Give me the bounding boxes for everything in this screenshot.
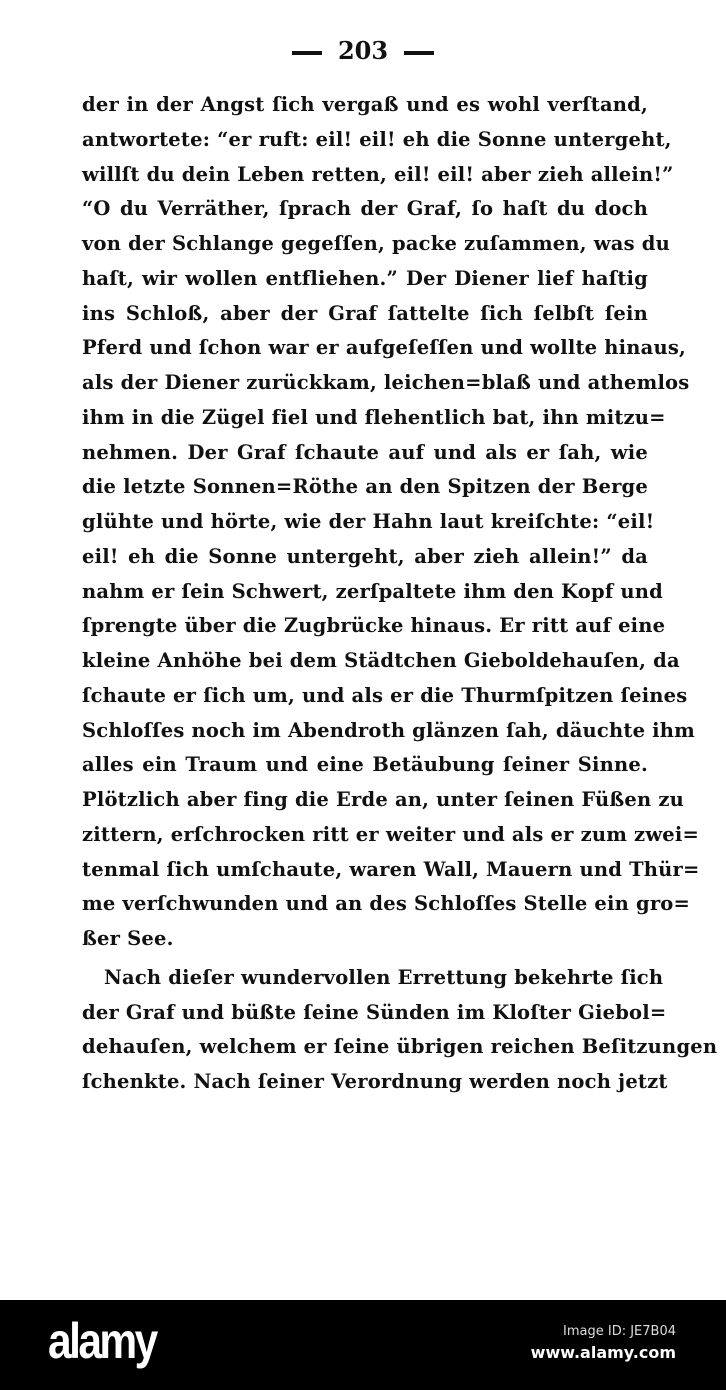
text-line: haſt, wir wollen entfliehen.” Der Diener lief haſtig bbox=[82, 266, 648, 290]
paragraph-1 bbox=[82, 88, 700, 957]
watermark-url: www.alamy.com bbox=[530, 1343, 676, 1362]
text-line: Nach dieſer wundervollen Errettung bekehrte ſich bbox=[104, 965, 664, 989]
text-line: die letzte Sonnen=Röthe an den Spitzen der Berge bbox=[82, 475, 648, 499]
text-line: ihm in die Zügel fiel und flehentlich bat, ihn mitzu= bbox=[82, 405, 666, 429]
text-line: eil! eh die Sonne untergeht, aber zieh allein!” da bbox=[82, 544, 648, 568]
text-line: antwortete: “er ruft: eil! eil! eh die Sonne untergeht, bbox=[82, 127, 672, 151]
text-line: der Graf und büßte ſeine Sünden im Kloſter Giebol= bbox=[82, 1000, 667, 1024]
text-line: der in der Angst ſich vergaß und es wohl verſtand, bbox=[82, 93, 648, 116]
image-id: Image ID: JE7B04 bbox=[563, 1324, 676, 1339]
text-line: ſprengte über die Zugbrücke hinaus. Er ritt auf eine bbox=[82, 614, 666, 638]
text-line: dehauſen, welchem er ſeine übrigen reichen Beſitzungen bbox=[82, 1035, 718, 1059]
text-line: zittern, erſchrocken ritt er weiter und als er zum zwei= bbox=[82, 822, 700, 846]
text-line: ſchenkte. Nach ſeiner Verordnung werden noch jetzt bbox=[82, 1070, 668, 1093]
header-dash-left bbox=[292, 51, 322, 55]
text-line: willſt du dein Leben retten, eil! eil! aber zieh allein!” bbox=[82, 162, 674, 186]
paragraph-2 bbox=[82, 961, 718, 1100]
text-line: glühte und hörte, wie der Hahn laut kreiſchte: “eil! bbox=[82, 510, 655, 533]
text-line: “O du Verräther, ſprach der Graf, ſo haſt du doch bbox=[82, 197, 648, 221]
watermark-bar bbox=[0, 1300, 726, 1390]
header-dash-right bbox=[404, 51, 434, 55]
text-line: Schloſſes noch im Abendroth glänzen ſah, däuchte ihm bbox=[82, 718, 695, 742]
text-line: von der Schlange gegeſſen, packe zuſammen, was du bbox=[82, 232, 670, 255]
page-header bbox=[0, 36, 726, 65]
text-line: kleine Anhöhe bei dem Städtchen Gieboldehauſen, da bbox=[82, 649, 680, 672]
watermark-meta bbox=[531, 1324, 676, 1362]
text-line: ins Schloß, aber der Graf ſattelte ſich ſelbſt ſein bbox=[82, 301, 648, 325]
text-line: Pferd und ſchon war er aufgeſeſſen und wollte hinaus, bbox=[82, 336, 687, 360]
text-line: nahm er ſein Schwert, zerſpaltete ihm den Kopf und bbox=[82, 579, 664, 603]
alamy-logo: alamy bbox=[48, 1313, 156, 1369]
page-body bbox=[82, 88, 718, 1100]
text-line: Plötzlich aber fing die Erde an, unter ſeinen Füßen zu bbox=[82, 788, 685, 811]
text-line: me verſchwunden und an des Schloſſes Stelle ein gro= bbox=[82, 892, 691, 916]
page-number: 203 bbox=[337, 36, 389, 65]
text-line: nehmen. Der Graf ſchaute auf und als er ſah, wie bbox=[82, 440, 648, 464]
text-line: tenmal ſich umſchaute, waren Wall, Mauern und Thür= bbox=[82, 857, 700, 881]
text-line: als der Diener zurückkam, leichen=blaß und athemlos bbox=[82, 371, 690, 394]
text-line: alles ein Traum und eine Betäubung ſeiner Sinne. bbox=[82, 753, 648, 777]
text-line: ſchaute er ſich um, und als er die Thurmſpitzen ſeines bbox=[82, 683, 688, 707]
text-line: ßer See. bbox=[82, 927, 174, 950]
